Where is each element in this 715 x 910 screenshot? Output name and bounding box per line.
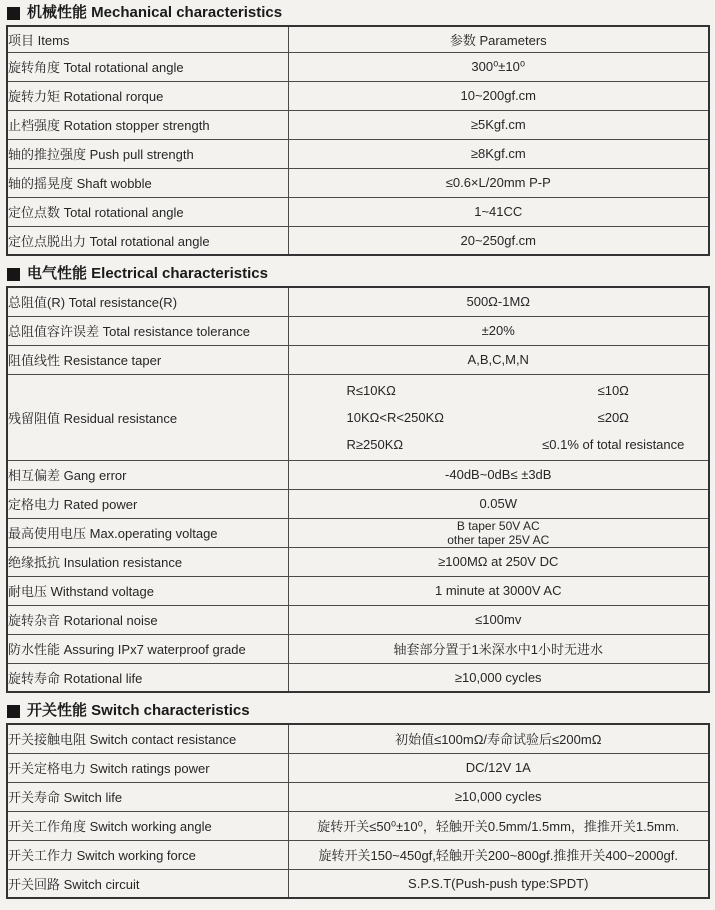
- row-value: A,B,C,M,N: [288, 345, 709, 374]
- electrical-table: [6, 286, 710, 693]
- table-row: [7, 753, 709, 782]
- mechanical-table: [6, 25, 710, 256]
- table-row: [7, 110, 709, 139]
- row-value: ≤0.6×L/20mm P-P: [288, 168, 709, 197]
- table-row: [7, 724, 709, 753]
- section-marker-icon: [7, 7, 20, 20]
- residual-condition: 10KΩ<R<250KΩ: [346, 409, 444, 425]
- row-value: [288, 374, 709, 460]
- section-title-text: 电气性能 Electrical characteristics: [27, 265, 268, 282]
- table-row: [7, 168, 709, 197]
- row-label: 总阻值容许误差 Total resistance tolerance: [7, 316, 288, 345]
- table-row: [7, 287, 709, 316]
- residual-condition: R≤10KΩ: [346, 382, 396, 398]
- table-row-residual-resistance: [7, 374, 709, 460]
- table-row: [7, 547, 709, 576]
- row-value: 300⁰±10⁰: [288, 52, 709, 81]
- row-label: 开关定格电力 Switch ratings power: [7, 753, 288, 782]
- row-value: ≥100MΩ at 250V DC: [288, 547, 709, 576]
- table-row: [7, 811, 709, 840]
- residual-value: ≤10Ω: [597, 382, 629, 398]
- row-label: 旋转力矩 Rotational rorque: [7, 81, 288, 110]
- row-label: 开关工作力 Switch working force: [7, 840, 288, 869]
- section-marker-icon: [7, 705, 20, 718]
- table-row: [7, 81, 709, 110]
- row-value: ≥10,000 cycles: [288, 782, 709, 811]
- section-marker-icon: [7, 268, 20, 281]
- table-row: [7, 197, 709, 226]
- row-value: 轴套部分置于1米深水中1小时无进水: [288, 634, 709, 663]
- row-label: 总阻值(R) Total resistance(R): [7, 287, 288, 316]
- table-row: [7, 460, 709, 489]
- table-row: [7, 576, 709, 605]
- row-value: DC/12V 1A: [288, 753, 709, 782]
- residual-line: [289, 404, 709, 431]
- table-row: [7, 139, 709, 168]
- residual-value: ≤20Ω: [597, 409, 629, 425]
- section-title-electrical: [7, 265, 710, 283]
- switch-table: [6, 723, 710, 899]
- value-line: B taper 50V AC: [456, 518, 540, 533]
- table-header-row: [7, 26, 709, 52]
- row-label: 定格电力 Rated power: [7, 489, 288, 518]
- section-title-switch: [7, 702, 710, 720]
- row-value: -40dB~0dB≤ ±3dB: [288, 460, 709, 489]
- row-label: 轴的推拉强度 Push pull strength: [7, 139, 288, 168]
- row-label: 旋转杂音 Rotarional noise: [7, 605, 288, 634]
- section-title-text: 机械性能 Mechanical characteristics: [27, 4, 283, 21]
- row-value: ≤100mv: [288, 605, 709, 634]
- row-value: ±20%: [288, 316, 709, 345]
- row-label: 定位点数 Total rotational angle: [7, 197, 288, 226]
- table-row: [7, 605, 709, 634]
- row-value: ≥5Kgf.cm: [288, 110, 709, 139]
- row-value: 500Ω-1MΩ: [288, 287, 709, 316]
- residual-condition: R≥250KΩ: [346, 436, 404, 452]
- table-row: [7, 663, 709, 692]
- residual-line: [289, 431, 709, 458]
- row-value: [288, 518, 709, 547]
- row-value: 0.05W: [288, 489, 709, 518]
- row-value: ≥8Kgf.cm: [288, 139, 709, 168]
- row-value: 20~250gf.cm: [288, 226, 709, 255]
- column-header-items: 项目 Items: [7, 26, 288, 52]
- table-row: [7, 869, 709, 898]
- row-label: 开关工作角度 Switch working angle: [7, 811, 288, 840]
- residual-line: [289, 377, 709, 404]
- table-row: [7, 840, 709, 869]
- table-row: [7, 489, 709, 518]
- row-value: 旋转开关≤50⁰±10⁰，轻触开关0.5mm/1.5mm，推推开关1.5mm.: [288, 811, 709, 840]
- table-row: [7, 316, 709, 345]
- row-label: 防水性能 Assuring IPx7 waterproof grade: [7, 634, 288, 663]
- row-label: 轴的摇晃度 Shaft wobble: [7, 168, 288, 197]
- table-row: [7, 226, 709, 255]
- row-label: 开关接触电阻 Switch contact resistance: [7, 724, 288, 753]
- row-label: 开关回路 Switch circuit: [7, 869, 288, 898]
- row-value: 1~41CC: [288, 197, 709, 226]
- row-value: 10~200gf.cm: [288, 81, 709, 110]
- residual-value: ≤0.1% of total resistance: [542, 436, 685, 452]
- row-label: 阻值线性 Resistance taper: [7, 345, 288, 374]
- column-header-params: 参数 Parameters: [288, 26, 709, 52]
- row-label: 旋转角度 Total rotational angle: [7, 52, 288, 81]
- row-label: 定位点脱出力 Total rotational angle: [7, 226, 288, 255]
- row-value: ≥10,000 cycles: [288, 663, 709, 692]
- table-row: [7, 52, 709, 81]
- row-value: 初始值≤100mΩ/寿命试验后≤200mΩ: [288, 724, 709, 753]
- section-title-mechanical: [7, 4, 710, 22]
- table-row: [7, 345, 709, 374]
- row-label: 残留阻值 Residual resistance: [7, 374, 288, 460]
- row-label: 止档强度 Rotation stopper strength: [7, 110, 288, 139]
- row-label: 旋转寿命 Rotational life: [7, 663, 288, 692]
- row-value: 1 minute at 3000V AC: [288, 576, 709, 605]
- row-label: 耐电压 Withstand voltage: [7, 576, 288, 605]
- table-row-max-voltage: [7, 518, 709, 547]
- row-label: 最高使用电压 Max.operating voltage: [7, 518, 288, 547]
- row-label: 相互偏差 Gang error: [7, 460, 288, 489]
- row-label: 开关寿命 Switch life: [7, 782, 288, 811]
- row-value: S.P.S.T(Push-push type:SPDT): [288, 869, 709, 898]
- row-label: 绝缘抵抗 Insulation resistance: [7, 547, 288, 576]
- table-row: [7, 782, 709, 811]
- table-row: [7, 634, 709, 663]
- section-title-text: 开关性能 Switch characteristics: [27, 702, 250, 719]
- row-value: 旋转开关150~450gf,轻触开关200~800gf.推推开关400~2000gf.: [288, 840, 709, 869]
- value-line: other taper 25V AC: [447, 532, 550, 547]
